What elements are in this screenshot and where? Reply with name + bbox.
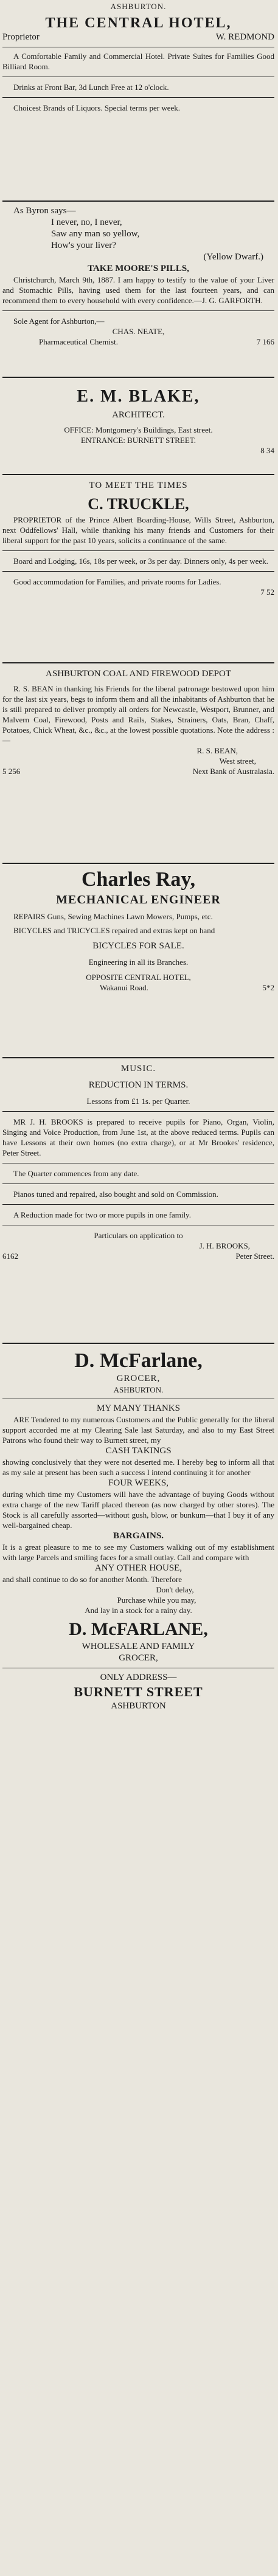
moores-pills-body: Christchurch, March 9th, 1887. I am happy to testify to the value of your Liver and Stomachic Pills, having used them for the last fourteen years, and can recommend them to every household with every confidence.—J. G. GARFORTH. [2,275,274,305]
music-sig-row [2,1251,274,1261]
bean-body: R. S. BEAN in thanking his Friends for the liberal patronage bestowed upon him for the last six years, begs to inform them and all the inhabitants of Ashburton that he is still prepared to deliver promptly all orders for Newcastle, Westport, Brunner, and Malvern Coal, Firewood, Posts and Rails, Stakes, Strainers, Oats, Bran, Chaff, Potatoes, Chick Wheat, &c., &c., at the lowest possible quotations. Note the address :— [2,684,274,745]
central-hotel-title: THE CENTRAL HOTEL, [45,15,232,31]
bean-code: 5 256 [2,767,21,776]
mcfarlane-ad [2,1349,274,1712]
town-header [2,1,274,12]
byron-intro: As Byron says— [13,206,76,216]
ray-street: Wakanui Road. [100,983,148,992]
mcfarlane-body5: and shall continue to do so for another Month. Therefore [2,1575,182,1584]
byron-attr: (Yellow Dwarf.) [203,252,263,262]
mcfarlane-body4: It is a great pleasure to me to see my Customers walking out of my establishment with large Parcels and smiling faces for a small outlay. Call and compare with [2,1543,274,1562]
central-hotel-ad [2,15,274,113]
music-sig-name: J. H. BROOKS, [199,1241,250,1250]
mcfarlane-cash: CASH TAKINGS [105,1446,172,1456]
divider [2,474,274,475]
truckle-name: C. TRUCKLE, [88,495,189,513]
ray-street-row [2,982,274,993]
mcfarlane-street: BURNETT STREET [74,1684,203,1699]
music-sig-street: Peter Street. [235,1252,274,1261]
music-header: MUSIC. [120,1064,156,1074]
proprietor-label: Proprietor [2,32,40,42]
mcfarlane-bargains: BARGAINS. [113,1531,164,1541]
bean-sig-next: Next Bank of Australasia. [192,767,274,776]
central-hotel-proprietor [2,32,274,43]
mcfarlane-foot: ASHBURTON [111,1701,166,1711]
music-ad [2,1063,274,1261]
agent-label: Sole Agent for Ashburton,— [13,317,105,326]
mcfarlane-wholesale: WHOLESALE AND FAMILY [82,1642,195,1651]
bean-sig-row [2,766,274,776]
mcfarlane-big-name: D. McFARLANE, [69,1619,208,1639]
music-reduction: A Reduction made for two or more pupils in one family. [13,1210,191,1219]
ray-repairs: REPAIRS Guns, Sewing Machines Lawn Mowers, Pumps, etc. [13,912,213,921]
divider [2,1343,274,1344]
mcfarlane-trade: GROCER, [116,1374,161,1383]
byron-verse-1: I never, no, I never, [51,218,122,227]
ray-title: MECHANICAL ENGINEER [56,893,221,906]
agent-code: 7 166 [256,337,274,346]
mcfarlane-only: ONLY ADDRESS— [100,1673,177,1682]
blake-code: 8 34 [260,446,274,455]
ray-engineering: Engineering in all its Branches. [88,957,189,967]
central-hotel-desc: A Comfortable Family and Commercial Hotel. Private Suites for Families Good Billiard Room. [2,52,274,71]
mcfarlane-town: ASHBURTON. [113,1385,164,1394]
music-apply: Particulars on application to [94,1231,183,1240]
truckle-accom: Good accommodation for Families, and private rooms for Ladies. [13,577,221,586]
divider [2,863,274,864]
agent-title: Pharmaceutical Chemist. [39,337,118,346]
music-pianos: Pianos tuned and repaired, also bought and sold on Commission. [13,1190,218,1199]
divider [2,377,274,378]
central-hotel-drinks: Drinks at Front Bar, 3d Lunch Free at 12 o'clock. [13,83,169,92]
ray-name: Charles Ray, [82,868,195,891]
bean-ad [2,668,274,776]
music-code: 6162 [2,1252,18,1261]
blake-office: OFFICE: Montgomery's Buildings, East street. [64,425,213,434]
music-body: MR J. H. BROOKS is prepared to receive pupils for Piano, Organ, Violin, Singing and Voice Production, from June 1st, at the above reduced terms. Pupils can have Lessons at their own homes (no extra charge), or at Mr Brookes' residence, Peter Street. [2,1117,274,1157]
ray-code: 5*2 [262,983,274,992]
bean-header: ASHBURTON COAL AND FIREWOOD DEPOT [46,669,231,679]
truckle-body: PROPRIETOR of the Prince Albert Boarding-House, Wills Street, Ashburton, next Oddfellows' Hall, while thanking his many friends and Customers for their liberal support for the past 10 years, solicits a continuance of the same. [2,515,274,545]
central-hotel-liquors: Choicest Brands of Liquors. Special terms per week. [13,103,181,112]
ray-ad [2,868,274,993]
bean-sig-name: R. S. BEAN, [196,746,238,755]
ray-bicycles: BICYCLES and TRICYCLES repaired and extras kept on hand [13,926,215,935]
blake-name: E. M. BLAKE, [77,387,200,406]
bean-sig-street: West street, [219,756,256,766]
byron-verse-3: How's your liver? [51,241,116,250]
mcfarlane-rainy: And lay in a stock for a rainy day. [85,1606,192,1615]
mcfarlane-delay: Don't delay, [156,1585,194,1594]
proprietor-name: W. REDMOND [215,32,274,42]
moores-pills-ad [2,205,274,347]
blake-ad [2,386,274,456]
music-lessons: Lessons from £1 1s. per Quarter. [86,1097,190,1106]
mcfarlane-body2: showing conclusively that they were not deserted me. I hereby beg to inform all that as my sale at present has been such a success I intend continuing it for another [2,1458,274,1477]
moores-pills-headline: TAKE MOORE'S PILLS, [88,264,189,273]
music-sub: REDUCTION IN TERMS. [88,1080,189,1090]
divider [2,662,274,663]
divider [2,1057,274,1058]
mcfarlane-purchase: Purchase while you may, [117,1595,196,1605]
truckle-ad [2,480,274,597]
ray-sale: BICYCLES FOR SALE. [92,941,184,951]
agent-title-row [2,337,274,347]
blake-entrance: ENTRANCE: BURNETT STREET. [80,436,196,445]
byron-verse-2: Saw any man so yellow, [51,229,140,239]
mcfarlane-four: FOUR WEEKS, [108,1478,169,1488]
mcfarlane-name: D. McFarlane, [74,1349,203,1372]
truckle-top: TO MEET THE TIMES [89,481,188,490]
mcfarlane-grocer: GROCER, [119,1653,158,1663]
blake-profession: ARCHITECT. [112,410,165,420]
mcfarlane-thanks: MY MANY THANKS [97,1403,180,1413]
ray-address: OPPOSITE CENTRAL HOTEL, [86,973,191,982]
agent-name: CHAS. NEATE, [112,327,165,336]
truckle-board: Board and Lodging, 16s, 18s per week, or 3s per day. Dinners only, 4s per week. [13,557,268,566]
mcfarlane-other: ANY OTHER HOUSE, [94,1563,182,1573]
divider [2,200,274,202]
mcfarlane-body1: ARE Tendered to my numerous Customers and the Public generally for the liberal support accorded me at my Clearing Sale last Saturday, and also to my East Street Patrons who found their way to Burnett street, my [2,1415,274,1445]
town-header-text: ASHBURTON. [110,2,167,11]
mcfarlane-body3: during which time my Customers will have the advantage of buying Goods without extra charge of the new Tariff placed thereon (as now charged by other stores). The Stock is all carefully assorted—without gush, blow, or bunkum—that I buy it of any well-bargained cheap. [2,1490,274,1530]
music-quarter: The Quarter commences from any date. [13,1169,139,1178]
truckle-code: 7 52 [260,587,274,597]
